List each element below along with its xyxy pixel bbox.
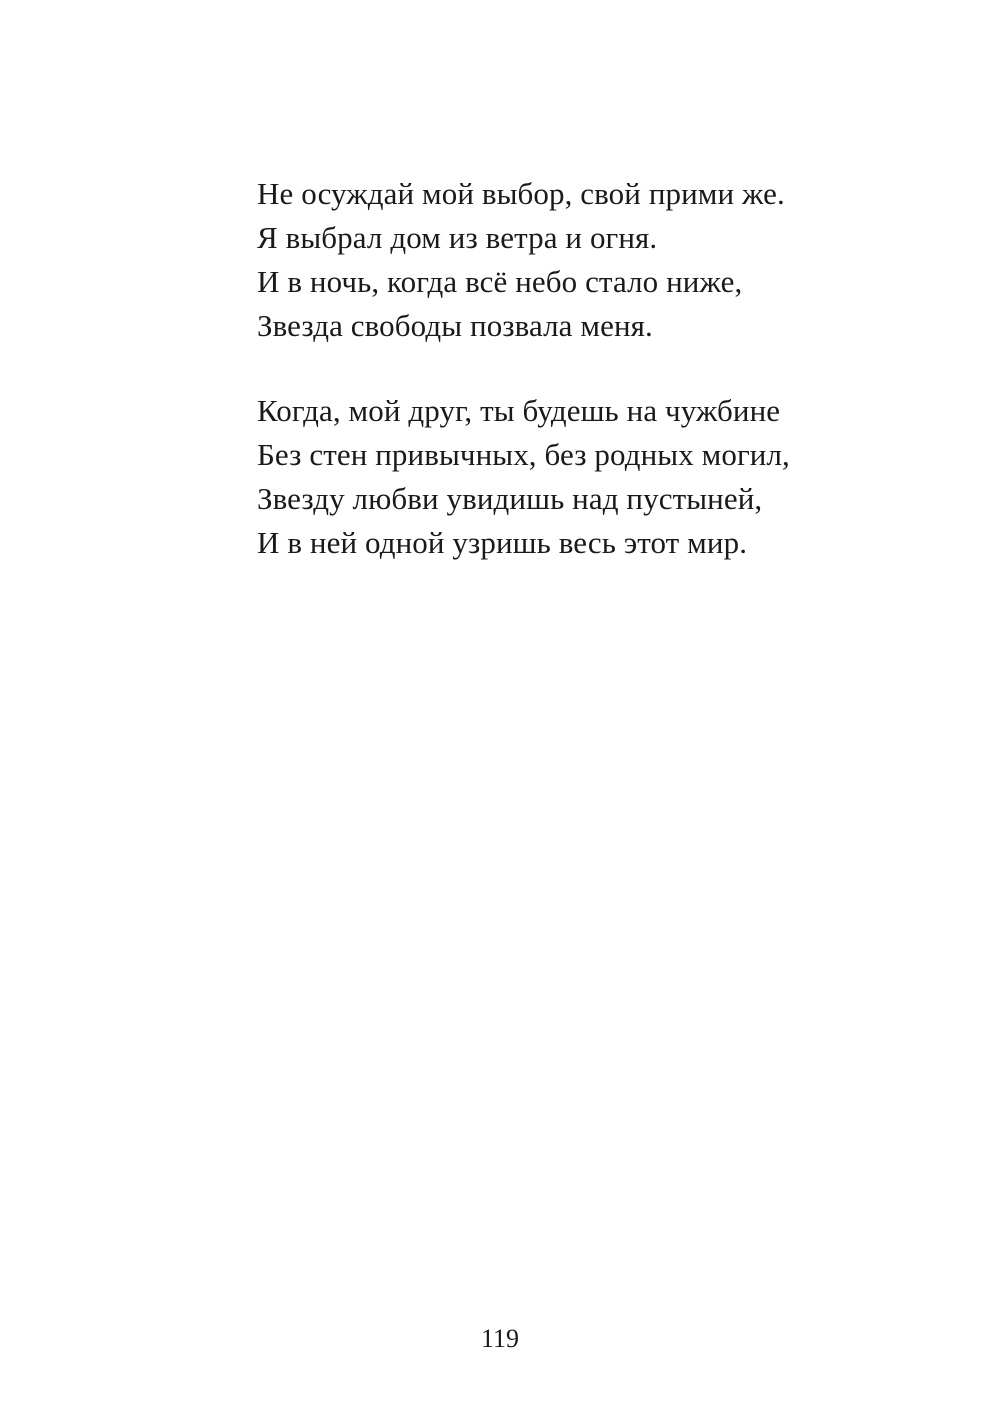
poem-line: Звезду любви увидишь над пустыней, bbox=[257, 481, 763, 516]
poem-line: И в ней одной узришь весь этот мир. bbox=[257, 525, 748, 560]
poem-line: И в ночь, когда всё небо стало ниже, bbox=[257, 264, 743, 299]
poem-line: Не осуждай мой выбор, свой прими же. bbox=[257, 176, 785, 211]
poem-line: Звезда свободы позвала меня. bbox=[257, 308, 653, 343]
poem-line: Когда, мой друг, ты будешь на чужбине bbox=[257, 393, 781, 428]
stanza-1 bbox=[257, 172, 877, 348]
stanza-2 bbox=[257, 389, 877, 565]
poem bbox=[257, 172, 877, 565]
poem-line: Я выбрал дом из ветра и огня. bbox=[257, 220, 658, 255]
page-number: 119 bbox=[480, 1324, 520, 1353]
poem-line: Без стен привычных, без родных могил, bbox=[257, 437, 790, 472]
